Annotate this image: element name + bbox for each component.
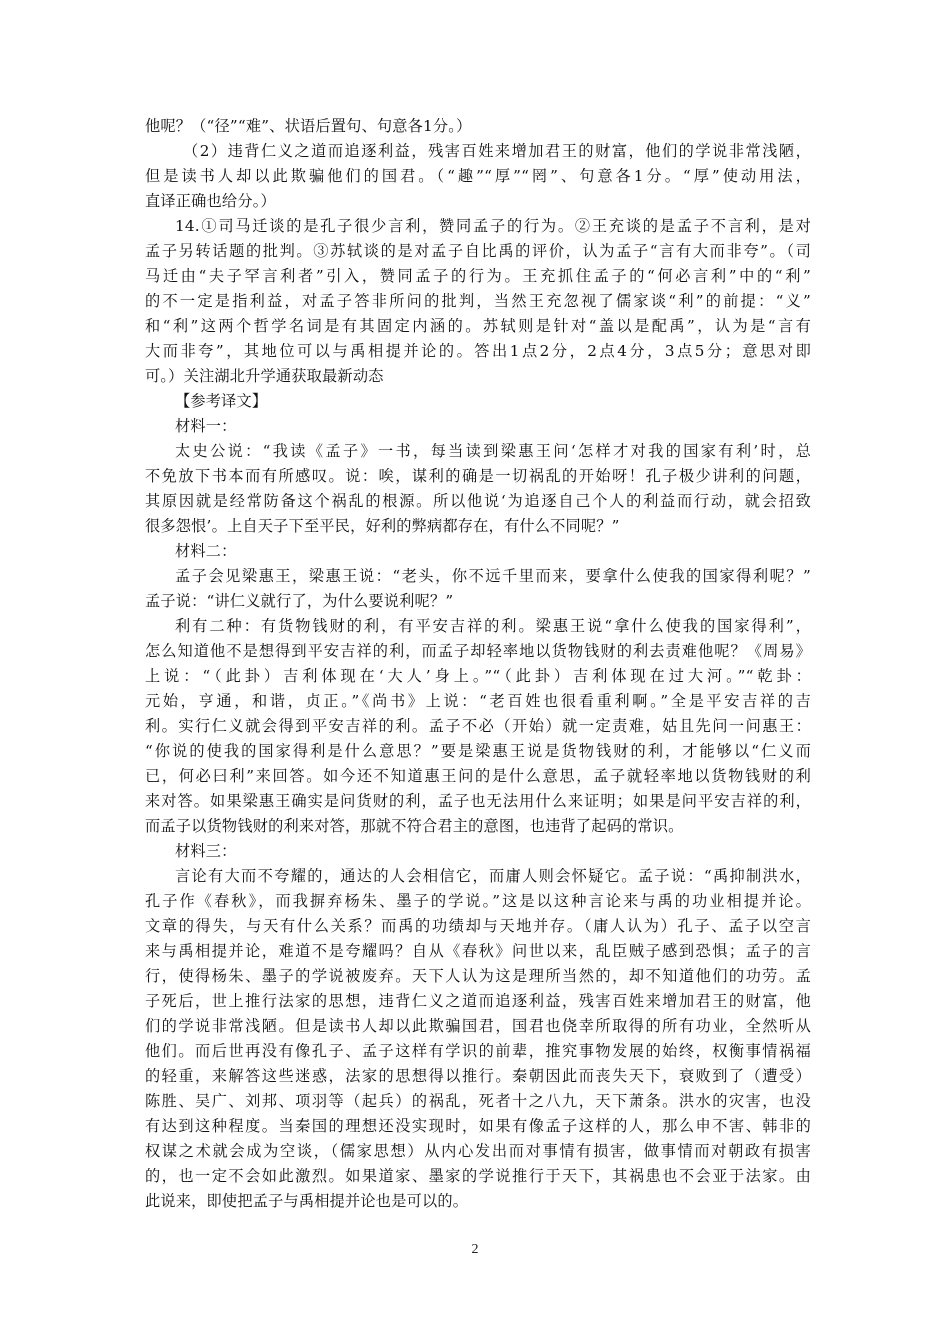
material-2-line: 来对答。如果梁惠王确实是问货财的利，孟子也无法用什么来证明；如果是问平安吉祥的利， xyxy=(145,792,811,810)
answer-13-part2-line: 直译正确也给分。） xyxy=(145,192,276,210)
material-3-line: 他们。而后世再没有像孔子、孟子这样有学识的前辈，推究事物发展的始终，权衡事情祸福 xyxy=(145,1042,811,1060)
answer-14-line: 的不一定是指利益，对孟子答非所问的批判，当然王充忽视了儒家谈“利”的前提：“义” xyxy=(145,292,811,310)
material-3-line: 们的学说非常浅陋。但是读书人却以此欺骗国君，国君也侥幸所取得的所有功业，全然听从 xyxy=(145,1017,811,1035)
answer-14-line: 和“利”这两个哲学名词是有其固定内涵的。苏轼则是针对“盖以是配禹”，认为是“言有 xyxy=(145,317,811,335)
material-1-line: 太史公说：“我读《孟子》一书，每当读到梁惠王问‘怎样才对我的国家有利’时，总 xyxy=(175,442,811,460)
material-2-line: 孟子说：“讲仁义就行了，为什么要说利呢？” xyxy=(145,592,454,610)
material-3-line: 的，也一定不会如此激烈。如果道家、墨家的学说推行于天下，其祸患也不会亚于法家。由 xyxy=(145,1167,811,1185)
material-1-line: 不免放下书本而有所感叹。说：唉，谋利的确是一切祸乱的开始呀！孔子极少讲利的问题， xyxy=(145,467,811,485)
material-1-line: 很多怨恨’。上自天子下至平民，好利的弊病都存在，有什么不同呢？” xyxy=(145,517,620,535)
material-2-line: 元始，亨通，和谐，贞正。”《尚书》上说：“老百姓也很看重利啊。”全是平安吉祥的吉 xyxy=(145,692,811,710)
material-2-line: 利。实行仁义就会得到平安吉祥的利。孟子不必（开始）就一定责难，姑且先问一问惠王： xyxy=(145,717,811,735)
material-2-line: 而孟子以货物钱财的利来对答，那就不符合君主的意图，也违背了起码的常识。 xyxy=(145,817,684,835)
translation-heading: 【参考译文】 xyxy=(175,392,268,410)
material-2-line: 孟子会见梁惠王，梁惠王说：“老头，你不远千里而来，要拿什么使我的国家得利呢？” xyxy=(175,567,811,585)
material-2-line: 利有二种：有货物钱财的利，有平安吉祥的利。梁惠王说“拿什么使我的国家得利”， xyxy=(175,617,811,635)
answer-13-part2-line: （2）违背仁义之道而追逐利益，残害百姓来增加君王的财富，他们的学说非常浅陋， xyxy=(183,142,811,160)
material-2-line: 上说：“（此卦）吉利体现在‘大人’身上。”“（此卦）吉利体现在过大河。”“乾卦： xyxy=(145,667,811,685)
material-3-line: 子死后，世上推行法家的思想，违背仁义之道而追逐利益，残害百姓来增加君王的财富，他 xyxy=(145,992,811,1010)
material-3-line: 的轻重，来解答这些迷惑，法家的思想得以推行。秦朝因此而丧失天下，衰败到了（遭受） xyxy=(145,1067,811,1085)
answer-13-tail: 他呢？（“径”“难”、状语后置句、句意各1分。） xyxy=(145,117,472,135)
material-3-label: 材料三： xyxy=(175,842,237,860)
material-3-line: 权谋之术就会成为空谈，（儒家思想）从内心发出而对事情有损害，做事情而对朝政有损害 xyxy=(145,1142,811,1160)
answer-13-part2-line: 但是读书人却以此欺骗他们的国君。（“趣”“厚”“罔”、句意各1分。“厚”使动用法， xyxy=(145,167,811,185)
material-2-line: 已，何必曰利”来回答。如今还不知道惠王问的是什么意思，孟子就轻率地以货物钱财的利 xyxy=(145,767,811,785)
material-3-line: 文章的得失，与天有什么关系？而禹的功绩却与天地并存。（庸人认为）孔子、孟子以空言 xyxy=(145,917,811,935)
material-3-line: 有达到这种程度。当秦国的理想还没实现时，如果有像孟子这样的人，那么申不害、韩非的 xyxy=(145,1117,811,1135)
answer-14-line: 马迁由“夫子罕言利者”引入，赞同孟子的行为。王充抓住孟子的“何必言利”中的“利” xyxy=(145,267,811,285)
material-3-line: 来与禹相提并论，难道不是夸耀吗？自从《春秋》问世以来，乱臣贼子感到恐惧；孟子的言 xyxy=(145,942,811,960)
answer-14-line: 可。）关注湖北升学通获取最新动态 xyxy=(145,367,384,385)
answer-14-line: 大而非夸”，其地位可以与禹相提并论的。答出1点2分，2点4分，3点5分；意思对即 xyxy=(145,342,811,360)
material-3-line: 陈胜、吴广、刘邦、项羽等（起兵）的祸乱，死者十之八九，天下萧条。洪水的灾害，也没 xyxy=(145,1092,811,1110)
material-2-line: “你说的使我的国家得利是什么意思？”要是梁惠王说是货物钱财的利，才能够以“仁义而 xyxy=(145,742,811,760)
material-3-line: 行，使得杨朱、墨子的学说被废弃。天下人认为这是理所当然的，却不知道他们的功劳。孟 xyxy=(145,967,811,985)
material-2-label: 材料二： xyxy=(175,542,237,560)
material-1-line: 其原因就是经常防备这个祸乱的根源。所以他说‘为追逐自己个人的利益而行动，就会招致 xyxy=(145,492,811,510)
material-3-line: 孔子作《春秋》，而我摒弃杨朱、墨子的学说。”这是以这种言论来与禹的功业相提并论。 xyxy=(145,892,811,910)
material-2-line: 怎么知道他不是想得到平安吉祥的利，而孟子却轻率地以货物钱财的利去责难他呢？《周易》 xyxy=(145,642,811,660)
material-3-line: 言论有大而不夸耀的，通达的人会相信它，而庸人则会怀疑它。孟子说：“禹抑制洪水， xyxy=(175,867,811,885)
material-3-line: 此说来，即使把孟子与禹相提并论也是可以的。 xyxy=(145,1192,469,1210)
material-1-label: 材料一： xyxy=(175,417,237,435)
page-number: 2 xyxy=(471,1242,479,1257)
answer-14-line: 孟子另转话题的批判。③苏轼谈的是对孟子自比禹的评价，认为孟子“言有大而非夸”。（司 xyxy=(145,242,811,260)
answer-14-line: 14.①司马迁谈的是孔子很少言利，赞同孟子的行为。②王充谈的是孟子不言利，是对 xyxy=(175,217,811,235)
document-page xyxy=(145,114,811,1214)
